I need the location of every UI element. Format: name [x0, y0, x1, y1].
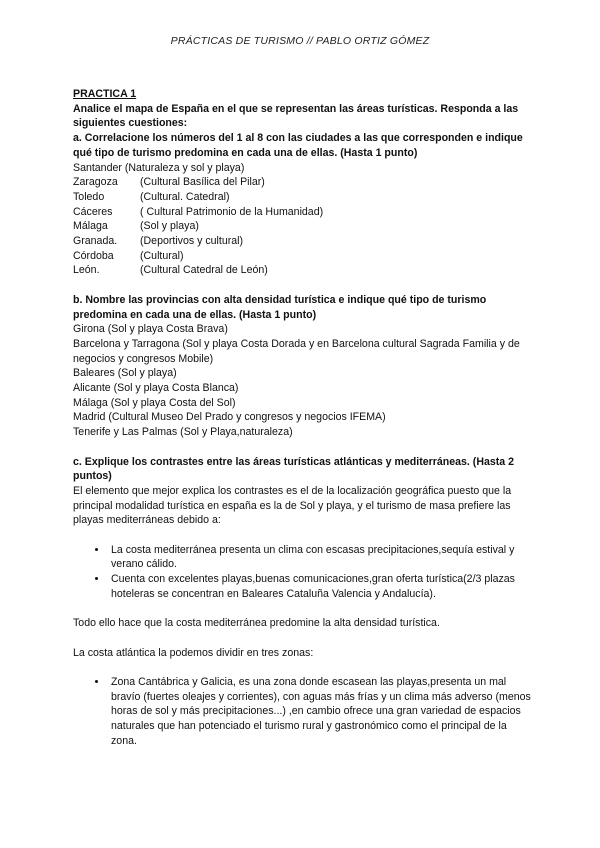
spacer [73, 602, 533, 617]
spacer [73, 660, 533, 675]
spacer [73, 528, 533, 543]
contrast-paragraph: El elemento que mejor explica los contrastes es el de la localización geográfica puesto que la principal modalidad turística en españa es la de Sol y playa, y el turismo de masa prefiere las playas mediterráneas debido a: [73, 484, 512, 527]
province-line: Baleares (Sol y playa) [73, 367, 177, 380]
question-a: a. Correlacione los números del 1 al 8 con las ciudades a las que corresponden e indique qué tipo de turismo predomina en cada una de ellas. (Hasta 1 punto) [73, 132, 523, 159]
practice-title: PRACTICA 1 [73, 88, 137, 100]
city-row [73, 190, 533, 205]
city-name: Córdoba [73, 249, 114, 262]
city-name: Cáceres [73, 205, 113, 218]
city-row [73, 263, 533, 278]
atlantic-intro-paragraph: La costa atlántica la podemos dividir en tres zonas: [73, 646, 314, 659]
city-name: Málaga [73, 220, 108, 233]
province-line: Alicante (Sol y playa Costa Blanca) [73, 382, 239, 395]
question-b: b. Nombre las provincias con alta densidad turística e indique qué tipo de turismo predomina en cada una de ellas. (Hasta 1 punto) [73, 293, 487, 321]
city-name: Zaragoza [73, 176, 118, 189]
province-line: Barcelona y Tarragona (Sol y playa Costa Dorada y en Barcelona cultural Sagrada Familia y de negocios y congresos Mobile) [73, 337, 520, 365]
city-list [73, 175, 533, 278]
tourism-type: (Cultural. Catedral) [140, 190, 230, 203]
province-line: Málaga (Sol y playa Costa del Sol) [73, 396, 236, 409]
tourism-type: ( Cultural Patrimonio de la Humanidad) [140, 205, 324, 218]
tourism-type: (Sol y playa) [140, 220, 199, 233]
city-row [73, 205, 533, 220]
bullet-item: • La costa mediterránea presenta un clima con escasas precipitaciones,sequía estival y verano cálido. [108, 543, 533, 572]
tourism-type: (Cultural Catedral de León) [140, 264, 268, 277]
conclusion-paragraph: Todo ello hace que la costa mediterránea predomine la alta densidad turística. [73, 617, 440, 630]
spacer [73, 631, 533, 646]
province-line: Madrid (Cultural Museo Del Prado y congresos y negocios IFEMA) [73, 411, 386, 424]
tourism-type: (Deportivos y cultural) [140, 235, 244, 248]
mediterranean-bullet-list [73, 543, 533, 602]
city-row [73, 234, 533, 249]
province-line: Girona (Sol y playa Costa Brava) [73, 323, 228, 336]
city-name: León. [73, 264, 100, 277]
page-header: PRÁCTICAS DE TURISMO // PABLO ORTIZ GÓMEZ [170, 35, 430, 47]
tourism-type: (Cultural) [140, 249, 184, 262]
intro-text: Analice el mapa de España en el que se representan las áreas turísticas. Responda a las siguientes cuestiones: [73, 102, 519, 130]
bullet-item: • Zona Cantábrica y Galicia, es una zona donde escasean las playas,presenta un mal bravío (fuertes oleajes y corrientes), con aguas más frías y un clima más adverso (menos horas de sol y más precipitaciones...) ,en cambio ofrece una gran variedad de espacios naturales que han potenciado el turismo rural y gastronómico como el principal de la zona. [108, 675, 533, 749]
answer-a-first-line: Santander (Naturaleza y sol y playa) [73, 161, 245, 174]
bullet-item: • Cuenta con excelentes playas,buenas comunicaciones,gran oferta turística(2/3 plazas hoteleras se concentran en Baleares Cataluña Valencia y Andalucía). [108, 572, 533, 601]
city-name: Granada. [73, 235, 118, 248]
spacer [73, 278, 533, 293]
city-row [73, 219, 533, 234]
tourism-type: (Cultural Basílica del Pilar) [140, 176, 265, 189]
city-row [73, 249, 533, 264]
document-content [73, 84, 533, 749]
spacer [73, 440, 533, 455]
atlantic-bullet-list [73, 675, 533, 749]
province-line: Tenerife y Las Palmas (Sol y Playa,naturaleza) [73, 426, 293, 439]
question-c: c. Explique los contrastes entre las áreas turísticas atlánticas y mediterráneas. (Hasta 2 puntos) [73, 455, 515, 483]
city-row [73, 175, 533, 190]
city-name: Toledo [73, 190, 105, 203]
